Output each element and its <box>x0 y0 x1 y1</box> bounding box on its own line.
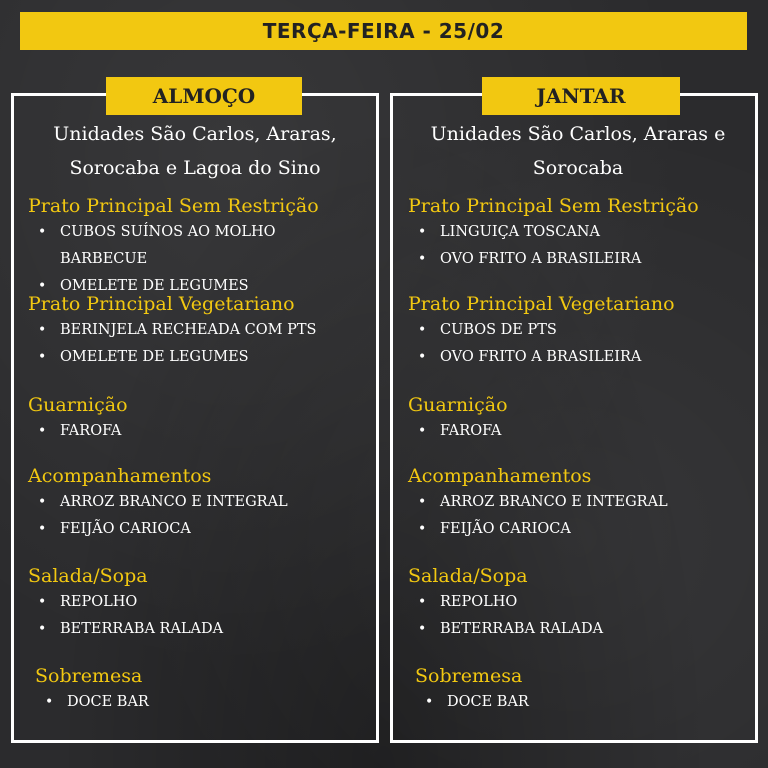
bullet-icon: • <box>418 494 427 510</box>
bullet-icon: • <box>418 349 427 365</box>
menu-item: • CUBOS SUÍNOS AO MOLHO <box>28 219 319 246</box>
dinner-section-main <box>408 193 699 273</box>
section-title: Prato Principal Sem Restrição <box>408 195 699 217</box>
menu-item: • LINGUIÇA TOSCANA <box>408 219 699 246</box>
menu-item: • REPOLHO <box>28 589 223 616</box>
menu-item: • OVO FRITO A BRASILEIRA <box>408 246 699 273</box>
bullet-icon: • <box>418 594 427 610</box>
lunch-section-sides <box>28 463 288 543</box>
dinner-label <box>482 77 680 115</box>
dinner-section-dessert <box>415 663 529 716</box>
menu-item: • FAROFA <box>28 418 128 445</box>
bullet-icon: • <box>38 322 47 338</box>
lunch-section-vegetarian <box>28 291 316 371</box>
lunch-units-line2: Sorocaba e Lagoa do Sino <box>69 157 321 179</box>
bullet-icon: • <box>425 694 434 710</box>
bullet-icon: • <box>418 322 427 338</box>
bullet-icon: • <box>38 278 47 294</box>
menu-item: • FAROFA <box>408 418 508 445</box>
menu-item: • BETERRABA RALADA <box>28 616 223 643</box>
menu-item: • ARROZ BRANCO E INTEGRAL <box>408 489 668 516</box>
menu-item: • ARROZ BRANCO E INTEGRAL <box>28 489 288 516</box>
section-title: Prato Principal Vegetariano <box>408 293 675 315</box>
bullet-icon: • <box>418 621 427 637</box>
section-title: Guarnição <box>408 394 508 416</box>
section-title: Acompanhamentos <box>408 465 592 487</box>
date-header-title: TERÇA-FEIRA - 25/02 <box>262 19 505 43</box>
dinner-label-text: JANTAR <box>536 84 626 108</box>
section-title: Sobremesa <box>415 665 523 687</box>
menu-item: • FEIJÃO CARIOCA <box>408 516 668 543</box>
dinner-section-sides <box>408 463 668 543</box>
bullet-icon: • <box>38 224 47 240</box>
section-title: Acompanhamentos <box>28 465 212 487</box>
bullet-icon: • <box>38 521 47 537</box>
section-title: Salada/Sopa <box>408 565 528 587</box>
bullet-icon: • <box>418 224 427 240</box>
dinner-units <box>398 117 758 185</box>
dinner-units-line2: Sorocaba <box>532 157 624 179</box>
menu-item: • REPOLHO <box>408 589 603 616</box>
bullet-icon: • <box>45 694 54 710</box>
lunch-section-salad <box>28 563 223 643</box>
section-title: Prato Principal Vegetariano <box>28 293 295 315</box>
menu-item: • DOCE BAR <box>415 689 529 716</box>
bullet-icon: • <box>38 621 47 637</box>
bullet-icon: • <box>38 494 47 510</box>
section-title: Prato Principal Sem Restrição <box>28 195 319 217</box>
menu-item: • DOCE BAR <box>35 689 149 716</box>
menu-item: • OVO FRITO A BRASILEIRA <box>408 344 675 371</box>
menu-item: • OMELETE DE LEGUMES <box>28 344 316 371</box>
lunch-units <box>20 117 370 185</box>
dinner-section-vegetarian <box>408 291 675 371</box>
lunch-section-dessert <box>35 663 149 716</box>
bullet-icon: • <box>38 423 47 439</box>
lunch-label <box>106 77 302 115</box>
lunch-section-main <box>28 193 319 300</box>
lunch-units-line1: Unidades São Carlos, Araras, <box>53 123 337 145</box>
menu-item: BARBECUE <box>60 251 148 267</box>
bullet-icon: • <box>38 349 47 365</box>
dinner-units-line1: Unidades São Carlos, Araras e <box>430 123 726 145</box>
section-title: Guarnição <box>28 394 128 416</box>
bullet-icon: • <box>418 251 427 267</box>
bullet-icon: • <box>418 423 427 439</box>
menu-item: • BETERRABA RALADA <box>408 616 603 643</box>
menu-item: • CUBOS DE PTS <box>408 317 675 344</box>
dinner-section-salad <box>408 563 603 643</box>
section-title: Salada/Sopa <box>28 565 148 587</box>
lunch-section-garnish <box>28 392 128 445</box>
date-header-banner <box>20 12 747 50</box>
dinner-section-garnish <box>408 392 508 445</box>
section-title: Sobremesa <box>35 665 143 687</box>
lunch-label-text: ALMOÇO <box>152 84 256 108</box>
bullet-icon: • <box>38 594 47 610</box>
bullet-icon: • <box>418 521 427 537</box>
menu-item: • OMELETE DE LEGUMES <box>28 273 319 300</box>
menu-item: • BERINJELA RECHEADA COM PTS <box>28 317 316 344</box>
menu-item: • FEIJÃO CARIOCA <box>28 516 288 543</box>
